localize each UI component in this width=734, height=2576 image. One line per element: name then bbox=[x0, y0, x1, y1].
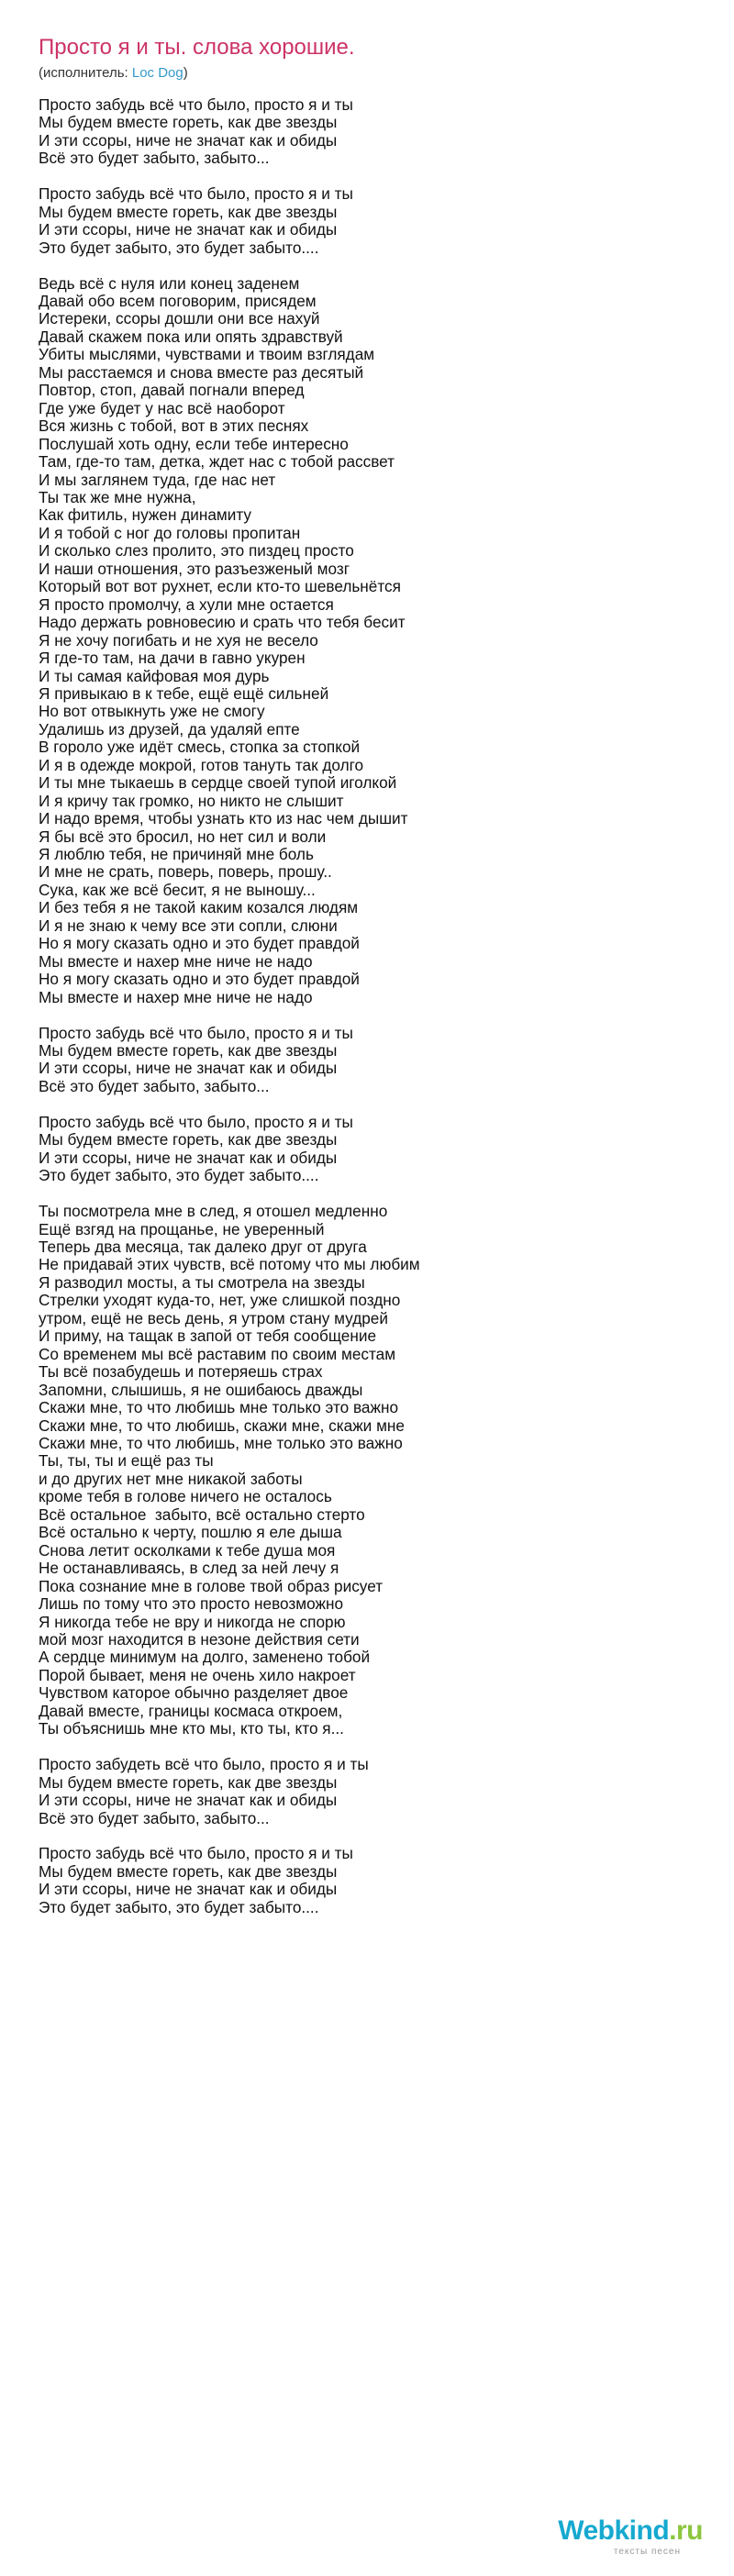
artist-line bbox=[39, 64, 188, 83]
lyrics-text: Просто забудь всё что было, просто я и ты Мы будем вместе гореть, как две звезды И эти ссоры, ниче не значат как и обиды Всё это будет забыто, забыто... Просто забудь всё что было, просто я и ты Мы будем вместе гореть, как две звезды И эти ссоры, ниче не значат как и обиды Это будет забыто, это будет забыто.... Ведь всё с нуля или конец заденем Давай обо всем поговорим, присядем Истереки, ссоры дошли они все нахуй Давай скажем пока или опять здравствуй Убиты мыслями, чувствами и твоим взглядам Мы расстаемся и снова вместе раз десятый Повтор, стоп, давай погнали вперед Где уже будет у нас всё наоборот Вся жизнь с тобой, вот в этих песнях Послушай хоть одну, если тебе интересно Там, где-то там, детка, ждет нас с тобой рассвет И мы заглянем туда, где нас нет Ты так же мне нужна, Как фитиль, нужен динамиту И я тобой с ног до головы пропитан И сколько слез пролито, это пиздец просто И наши отношения, это разъезженый мозг Который вот вот рухнет, если кто-то шевельнётся Я просто промолчу, а хули мне остается Надо держать ровновесию и срать что тебя бесит Я не хочу погибать и не хуя не весело Я где-то там, на дачи в гавно укурен И ты самая кайфовая моя дурь Я привыкаю в к тебе, ещё ещё сильней Но вот отвыкнуть уже не смогу Удалишь из друзей, да удаляй епте В гороло уже идёт смесь, стопка за стопкой И я в одежде мокрой, готов тануть так долго И ты мне тыкаешь в сердце своей тупой иголкой И я кричу так громко, но никто не слышит И надо время, чтобы узнать кто из нас чем дышит Я бы всё это бросил, но нет сил и воли Я люблю тебя, не причиняй мне боль И мне не срать, поверь, поверь, прошу.. Сука, как же всё бесит, я не выношу... И без тебя я не такой каким козался людям И я не знаю к чему все эти сопли, слюни Но я могу сказать одно и это будет правдой Мы вместе и нахер мне ниче не надо Но я могу сказать одно и это будет правдой Мы вместе и нахер мне ниче не надо Просто забудь всё что было, просто я и ты Мы будем вместе гореть, как две звезды И эти ссоры, ниче не значат как и обиды Всё это будет забыто, забыто... Просто забудь всё что было, просто я и ты Мы будем вместе гореть, как две звезды И эти ссоры, ниче не значат как и обиды Это будет забыто, это будет забыто.... Ты посмотрела мне в след, я отошел медленно Ещё взгяд на прощанье, не уверенный Теперь два месяца, так далеко друг от друга Не придавай этих чувств, всё потому что мы любим Я разводил мосты, а ты смотрела на звезды Стрелки уходят куда-то, нет, уже слишкой поздно утром, ещё не весь день, я утром стану мудрей И приму, на тащак в запой от тебя сообщение Со временем мы всё раставим по своим местам Ты всё позабудешь и потеряешь страх Запомни, слышишь, я не ошибаюсь дважды Скажи мне, то что любишь мне только это важно Скажи мне, то что любишь, скажи мне, скажи мне Скажи мне, то что любишь, мне только это важно Ты, ты, ты и ещё раз ты и до других нет мне никакой заботы кроме тебя в голове ничего не осталось Всё остальное забыто, всё остально стерто Всё остально к черту, пошлю я еле дыша Снова летит осколками к тебе душа моя Не останавливаясь, в след за ней лечу я Пока сознание мне в голове твой образ рисует Лишь по тому что это просто невозможно Я никогда тебе не вру и никогда не спорю мой мозг находится в незоне действия сети А сердце минимум на долго, заменено тобой Порой бывает, меня не очень хило накроет Чувством каторое обычно разделяет двое Давай вместе, границы космаса откроем, Ты объяснишь мне кто мы, кто ты, кто я... Просто забудеть всё что было, просто я и ты Мы будем вместе гореть, как две звезды И эти ссоры, ниче не значат как и обиды Всё это будет забыто, забыто... Просто забудь всё что было, просто я и ты Мы будем вместе гореть, как две звезды И эти ссоры, ниче не значат как и обиды Это будет забыто, это будет забыто.... bbox=[39, 95, 420, 1916]
artist-prefix: (исполнитель: bbox=[39, 65, 132, 81]
page-title: Просто я и ты. слова хорошие. bbox=[39, 35, 355, 60]
logo-tld-text: .ru bbox=[669, 2515, 703, 2546]
logo-wordmark bbox=[558, 2516, 703, 2546]
logo-main-text: Webkind bbox=[558, 2515, 670, 2546]
site-logo[interactable] bbox=[558, 2516, 703, 2557]
artist-link[interactable]: Loc Dog bbox=[131, 65, 184, 81]
logo-tagline: тексты песен bbox=[613, 2547, 681, 2557]
artist-suffix: ) bbox=[183, 65, 188, 81]
